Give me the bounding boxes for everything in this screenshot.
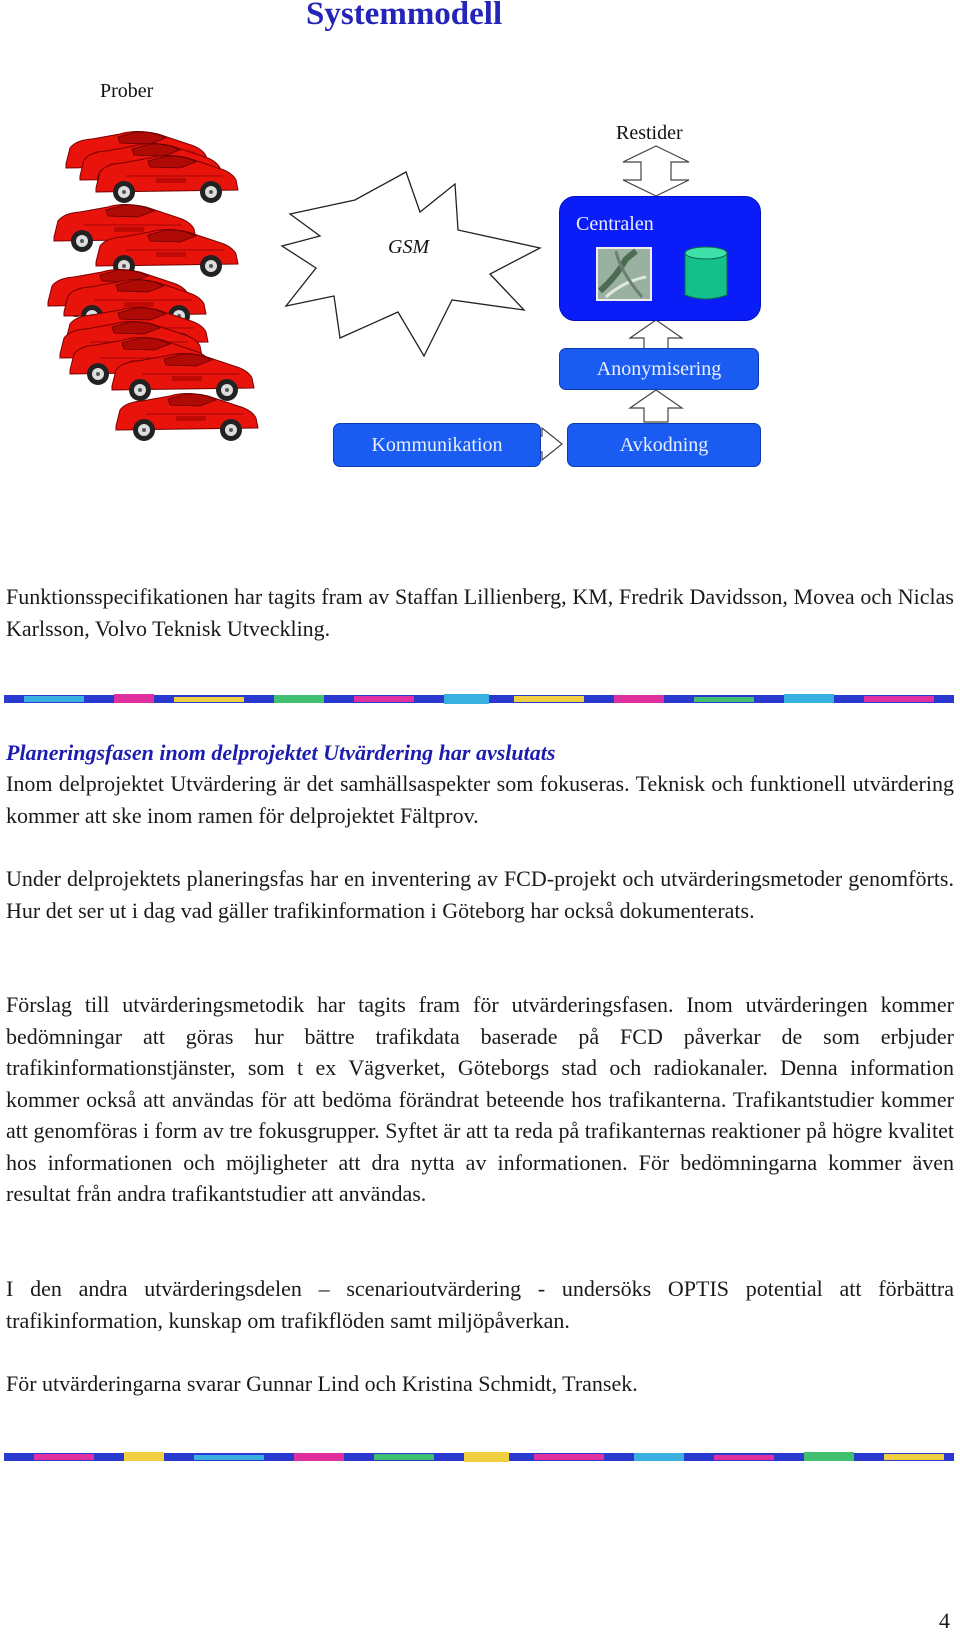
system-model-diagram [0, 0, 960, 480]
section-paragraph-3: Förslag till utvärderingsmetodik har tagits fram för utvärderingsfasen. Inom utvärderingen kommer bedömningar att göras hur bättre trafikdata baserade på FCD påverkar de som erbjuder trafikinformationstjänster, som t ex Vägverket, Göteborgs stad och radiokanaler. Denna information kommer också att användas för att bedöma förändrat beteende hos trafikanterna. Trafikantstudier kommer att genomföras i form av tre fokusgrupper. Syftet är att ta reda på trafikanternas reaktioner på högre kvalitet hos informationen och möjligheter att dra nytta av informationen. För bedömningarna kommer även resultat från andra trafikantstudier att användas. [6, 992, 954, 1206]
diagram-title: Systemmodell [306, 0, 503, 32]
map-icon [596, 247, 652, 301]
section-paragraph-4: I den andra utvärderingsdelen – scenarioutvärdering - undersöks OPTIS potential att förbättra trafikinformation, kunskap om trafikflöden samt miljöpåverkan. [6, 1276, 954, 1333]
anonymisering-up-arrow [630, 320, 682, 350]
section-paragraph-2: Under delprojektets planeringsfas har en inventering av FCD-projekt och utvärderingsmetoder genomförts. Hur det ser ut i dag vad gäller trafikinformation i Göteborg har också dokumenterats. [6, 866, 954, 923]
intro-paragraph: Funktionsspecifikationen har tagits fram av Staffan Lillienberg, KM, Fredrik Davidsson, Movea och Niclas Karlsson, Volvo Teknisk Utveckling. [6, 584, 954, 641]
central-label: Centralen [576, 213, 654, 235]
central-box [559, 196, 761, 321]
decorative-divider [4, 1450, 954, 1464]
travel-times-label: Restider [616, 122, 683, 144]
gsm-burst [282, 172, 540, 356]
probe-cars-group [48, 132, 258, 442]
gsm-label: GSM [388, 236, 430, 258]
communication-box: Kommunikation [333, 423, 541, 467]
decorative-divider [4, 692, 954, 706]
section-paragraph-1: Inom delprojektet Utvärdering är det samhällsaspekter som fokuseras. Teknisk och funktionell utvärdering kommer att ske inom ramen för delprojektet Fältprov. [6, 771, 954, 828]
restider-arrow [623, 146, 689, 196]
avkodning-up-arrow [630, 390, 682, 422]
database-icon [683, 245, 729, 303]
section-paragraph-5: För utvärderingarna svarar Gunnar Lind och Kristina Schmidt, Transek. [6, 1371, 638, 1396]
decoding-box: Avkodning [567, 423, 761, 467]
probes-label: Prober [100, 80, 154, 102]
page-number: 4 [939, 1608, 950, 1633]
anonymization-box: Anonymisering [559, 348, 759, 390]
section-heading: Planeringsfasen inom delprojektet Utvärdering har avslutats [6, 740, 556, 765]
